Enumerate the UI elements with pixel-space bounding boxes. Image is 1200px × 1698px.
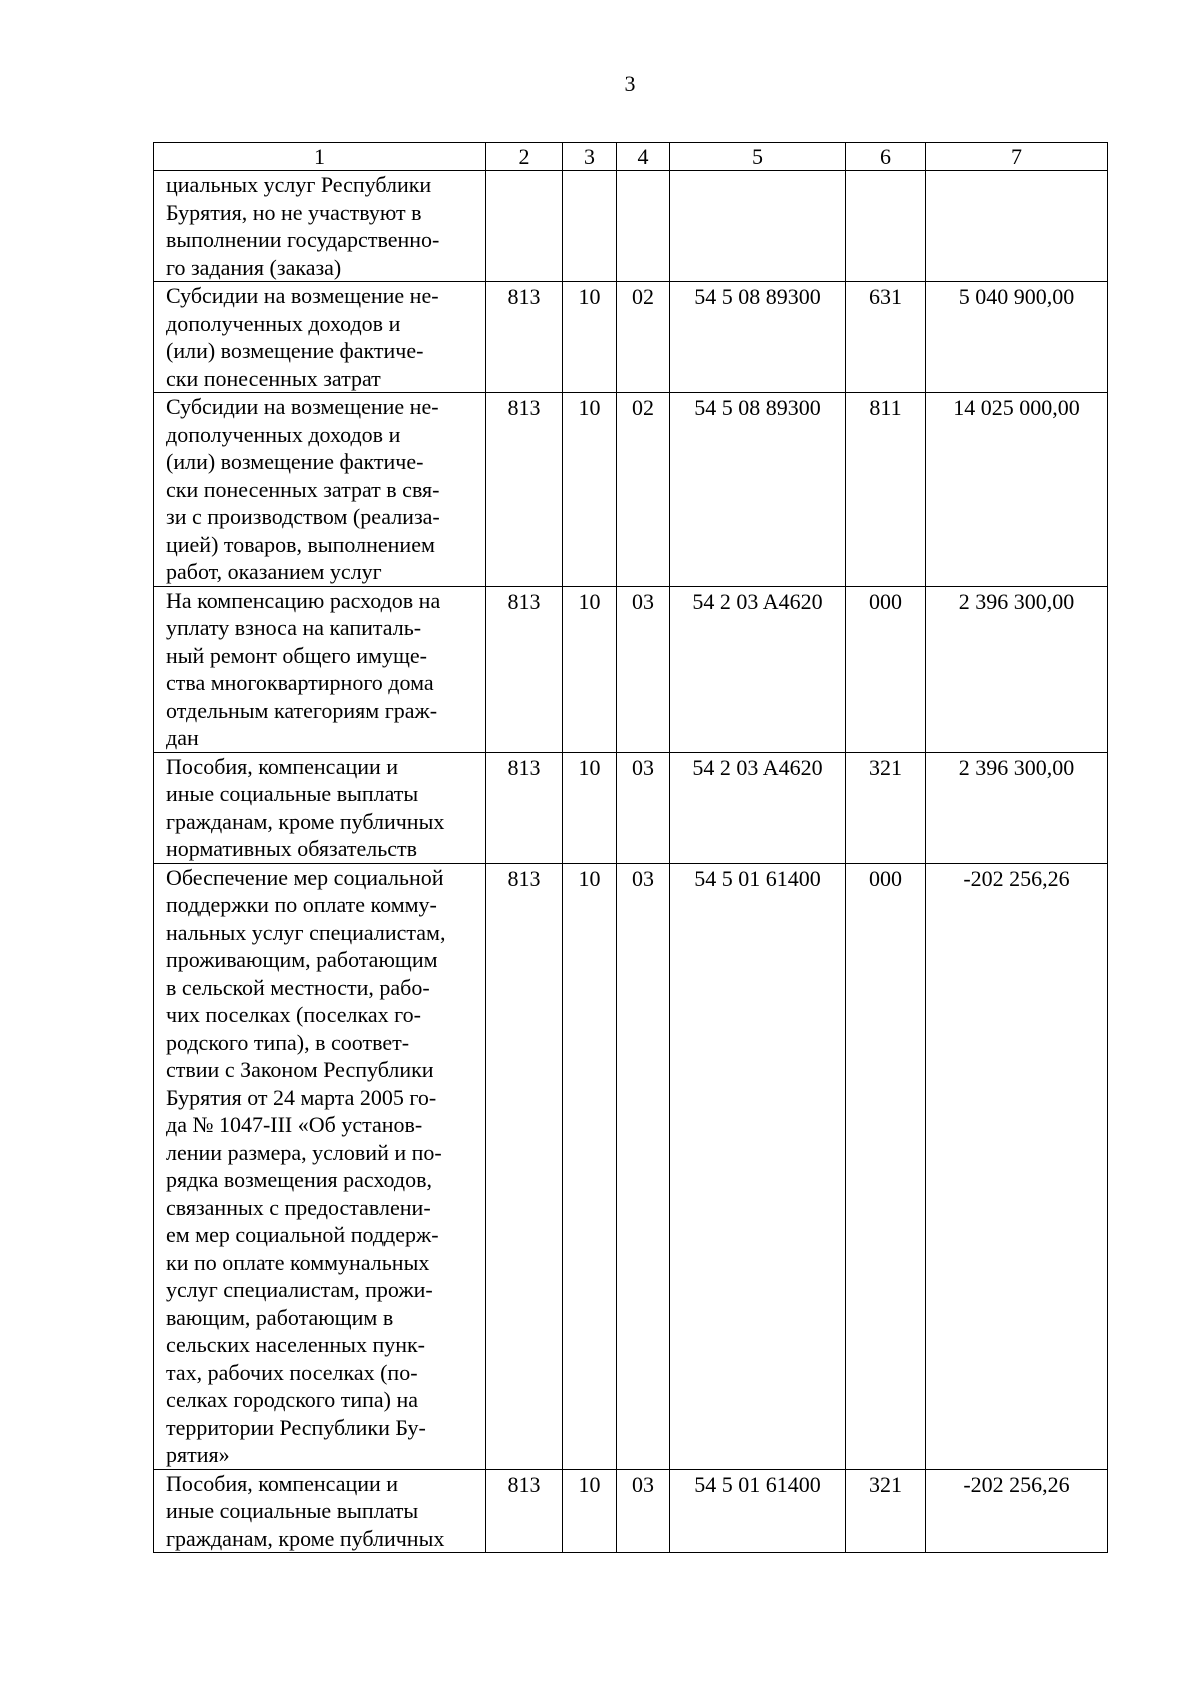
row-target-article: 54 2 03 A4620 xyxy=(670,752,846,863)
row-section xyxy=(563,171,617,282)
budget-table xyxy=(153,142,1108,1553)
table-row xyxy=(154,1469,1108,1553)
row-target-article: 54 5 01 61400 xyxy=(670,1469,846,1553)
header-cell-5: 5 xyxy=(670,143,846,171)
row-amount: -202 256,26 xyxy=(926,863,1108,1469)
row-ministry-code: 813 xyxy=(486,393,563,587)
row-amount: 5 040 900,00 xyxy=(926,282,1108,393)
row-target-article xyxy=(670,171,846,282)
header-cell-6: 6 xyxy=(846,143,926,171)
row-expense-type: 321 xyxy=(846,752,926,863)
row-expense-type xyxy=(846,171,926,282)
table-row xyxy=(154,752,1108,863)
row-section: 10 xyxy=(563,393,617,587)
table-row xyxy=(154,863,1108,1469)
row-subsection: 03 xyxy=(617,1469,670,1553)
row-expense-type: 811 xyxy=(846,393,926,587)
row-subsection: 03 xyxy=(617,863,670,1469)
row-subsection: 02 xyxy=(617,282,670,393)
row-description: Субсидии на возмещение не- дополученных доходов и (или) возмещение фактиче- ски понесенных затрат в свя- зи с производством (реализа- цией) товаров, выполнением работ, оказанием услуг xyxy=(154,393,486,587)
table-row xyxy=(154,393,1108,587)
row-expense-type: 631 xyxy=(846,282,926,393)
row-expense-type: 000 xyxy=(846,586,926,752)
row-section: 10 xyxy=(563,752,617,863)
row-subsection: 03 xyxy=(617,752,670,863)
row-target-article: 54 5 01 61400 xyxy=(670,863,846,1469)
row-amount xyxy=(926,171,1108,282)
row-description: Субсидии на возмещение не- дополученных доходов и (или) возмещение фактиче- ски понесенных затрат xyxy=(154,282,486,393)
header-cell-1: 1 xyxy=(154,143,486,171)
row-amount: 14 025 000,00 xyxy=(926,393,1108,587)
page-number: 3 xyxy=(624,71,636,96)
row-amount: 2 396 300,00 xyxy=(926,586,1108,752)
row-ministry-code: 813 xyxy=(486,1469,563,1553)
row-target-article: 54 2 03 A4620 xyxy=(670,586,846,752)
header-cell-2: 2 xyxy=(486,143,563,171)
row-description: Обеспечение мер социальной поддержки по оплате комму- нальных услуг специалистам, проживающим, работающим в сельской местности, рабо- чих поселках (поселках го- родского типа), в соответ- ствии с Законом Республики Бурятия от 24 марта 2005 го- да № 1047-III «Об установ- лении размера, условий и по- рядка возмещения расходов, связанных с предоставлени- ем мер социальной поддерж- ки по оплате коммунальных услуг специалистам, прожи- вающим, работающим в сельских населенных пунк- тах, рабочих поселках (по- селках городского типа) на территории Республики Бу- рятия» xyxy=(154,863,486,1469)
row-subsection xyxy=(617,171,670,282)
row-section: 10 xyxy=(563,282,617,393)
row-amount: -202 256,26 xyxy=(926,1469,1108,1553)
row-ministry-code: 813 xyxy=(486,752,563,863)
row-expense-type: 321 xyxy=(846,1469,926,1553)
row-target-article: 54 5 08 89300 xyxy=(670,393,846,587)
header-cell-4: 4 xyxy=(617,143,670,171)
table-row xyxy=(154,171,1108,282)
row-amount: 2 396 300,00 xyxy=(926,752,1108,863)
row-section: 10 xyxy=(563,586,617,752)
row-expense-type: 000 xyxy=(846,863,926,1469)
row-subsection: 03 xyxy=(617,586,670,752)
row-ministry-code: 813 xyxy=(486,282,563,393)
row-target-article: 54 5 08 89300 xyxy=(670,282,846,393)
row-description: Пособия, компенсации и иные социальные выплаты гражданам, кроме публичных xyxy=(154,1469,486,1553)
row-section: 10 xyxy=(563,1469,617,1553)
row-ministry-code: 813 xyxy=(486,586,563,752)
row-ministry-code xyxy=(486,171,563,282)
row-subsection: 02 xyxy=(617,393,670,587)
table-header-row xyxy=(154,143,1108,171)
row-description: Пособия, компенсации и иные социальные выплаты гражданам, кроме публичных нормативных обязательств xyxy=(154,752,486,863)
row-ministry-code: 813 xyxy=(486,863,563,1469)
table-row xyxy=(154,282,1108,393)
table-row xyxy=(154,586,1108,752)
header-cell-7: 7 xyxy=(926,143,1108,171)
row-description: На компенсацию расходов на уплату взноса на капиталь- ный ремонт общего имуще- ства многоквартирного дома отдельным категориям граж- дан xyxy=(154,586,486,752)
row-description: циальных услуг Республики Бурятия, но не участвуют в выполнении государственно- го задания (заказа) xyxy=(154,171,486,282)
row-section: 10 xyxy=(563,863,617,1469)
header-cell-3: 3 xyxy=(563,143,617,171)
